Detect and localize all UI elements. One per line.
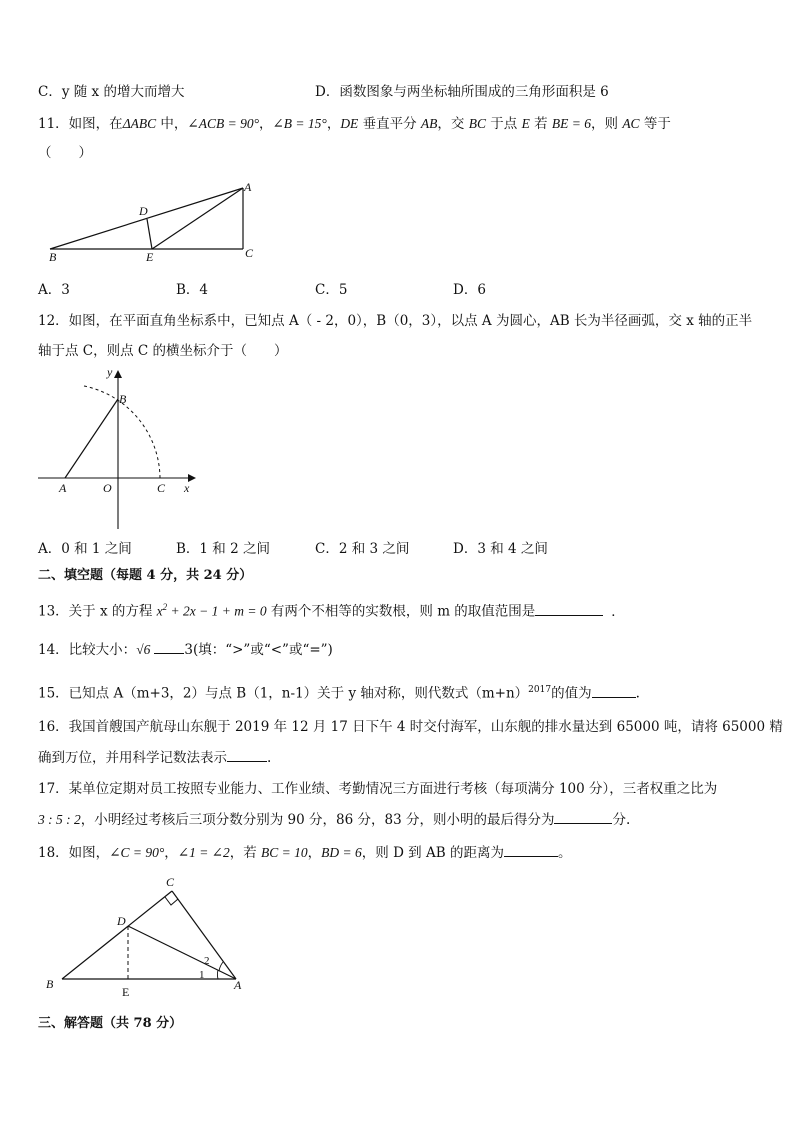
section-3-heading: 三、解答题（共 78 分） <box>38 1016 183 1031</box>
q12-option-d: D．3 和 4 之间 <box>453 541 548 557</box>
q12-stem-line2: 轴于点 C，则点 C 的横坐标介于（ ） <box>38 343 288 359</box>
q12-label-a: A <box>59 481 67 495</box>
q11-label-c: C <box>245 246 254 260</box>
q12-label-o: O <box>103 481 112 495</box>
q18-label-d: D <box>117 914 126 928</box>
q18-label-2: 2 <box>204 955 210 967</box>
q11-option-d: D．6 <box>453 282 486 298</box>
section-2-heading: 二、填空题（每题 4 分，共 24 分） <box>38 568 253 583</box>
q18-answer-blank <box>504 842 558 857</box>
q11-paren: （ ） <box>38 145 92 161</box>
q11-stem: 11．如图，在ΔABC 中，∠ACB = 90°，∠B = 15°，DE 垂直平分 AB，交 BC 于点 E 若 BE = 6，则 AC 等于 <box>38 116 671 132</box>
q17-line2: 3 : 5 : 2，小明经过考核后三项分数分别为 90 分，86 分，83 分，则小明的最后得分为 分. <box>38 809 630 830</box>
q13: 13．关于 x 的方程 $x^2 + 2x - 1 + m = 0$ 有两个不相等的实数根，则 m 的取值范围是 ． <box>38 602 625 620</box>
q15-answer-blank <box>592 683 636 698</box>
q11-label-b: B <box>49 250 57 264</box>
q12-label-b: B <box>119 392 127 406</box>
q12-option-b: B．1 和 2 之间 <box>176 541 270 557</box>
q17-answer-blank <box>554 809 612 824</box>
q12-figure <box>36 364 206 532</box>
q18-stem: 18．如图，∠C = 90°，∠1 = ∠2，若 BC = 10，BD = 6，则 D 到 AB 的距离为 。 <box>38 842 571 863</box>
q11-label-a: A <box>244 180 252 194</box>
q11-option-c: C．5 <box>315 282 348 298</box>
q10-option-c: C．y 随 x 的增大而增大 <box>38 84 185 100</box>
q11-label-e: E <box>146 250 154 264</box>
q15: 15．已知点 A（m+3，2）与点 B（1，n-1）关于 y 轴对称，则代数式$(m+n)^{2017}$的值为 . <box>38 680 640 704</box>
q17-line1: 17．某单位定期对员工按照专业能力、工作业绩、考勤情况三方面进行考核（每项满分 100 分），三者权重之比为 <box>38 781 718 797</box>
q16-answer-blank <box>227 747 267 762</box>
q12-label-y: y <box>107 365 113 379</box>
q18-label-b: B <box>46 977 54 991</box>
q11-figure <box>40 178 270 270</box>
q18-label-c: C <box>166 875 175 889</box>
q16-line1: 16．我国首艘国产航母山东舰于 2019 年 12 月 17 日下午 4 时交付海军，山东舰的排水量达到 65000 吨，请将 65000 精 <box>38 719 783 735</box>
q12-stem-line1: 12．如图，在平面直角坐标系中，已知点 A（ - 2，0），B（0，3），以点 A 为圆心，AB 长为半径画弧，交 x 轴的正半 <box>38 313 753 329</box>
q18-label-1: 1 <box>199 969 205 981</box>
q18-label-a: A <box>234 978 242 992</box>
q12-label-x: x <box>184 481 190 495</box>
q11-option-a: A．3 <box>38 282 70 298</box>
q12-option-c: C．2 和 3 之间 <box>315 541 410 557</box>
q18-label-e: E <box>122 985 130 999</box>
q11-option-b: B．4 <box>176 282 209 298</box>
q13-answer-blank <box>535 601 603 616</box>
q11-label-d: D <box>139 204 148 218</box>
q18-figure <box>40 874 255 1000</box>
q12-label-c: C <box>157 481 166 495</box>
q12-option-a: A．0 和 1 之间 <box>38 541 132 557</box>
q14: 14．比较大小：√6 3(填：“>”或“<”或“=”) <box>38 639 333 660</box>
q16-line2: 确到万位，并用科学记数法表示 . <box>38 747 271 768</box>
q10-option-d: D．函数图象与两坐标轴所围成的三角形面积是 6 <box>315 84 609 100</box>
